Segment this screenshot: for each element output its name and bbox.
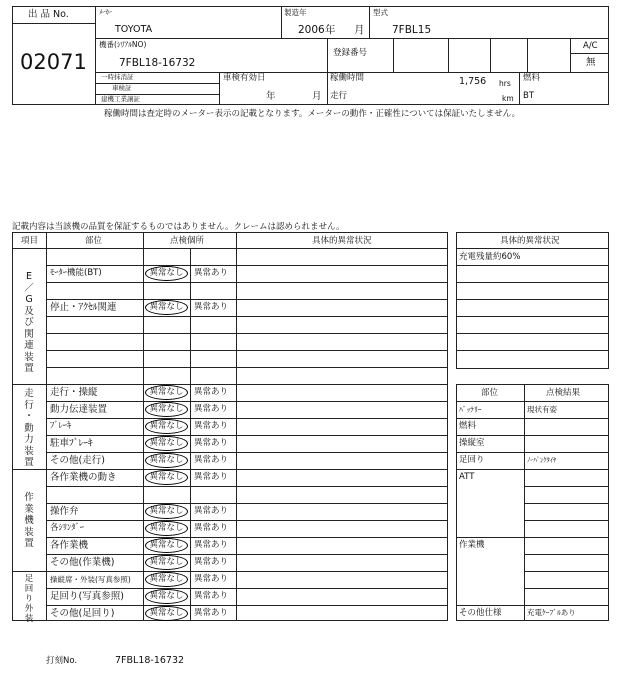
check-none-circled[interactable]: 異常なし — [145, 436, 188, 451]
part-stop-accel: 停止・ｱｸｾﾙ関連 — [50, 302, 117, 313]
part-undercarriage: 足回り(写真参照) — [50, 591, 124, 602]
part-motor: ﾓｰﾀｰ機能(BT) — [50, 268, 102, 278]
ac-label: A/C — [583, 41, 598, 51]
col-detail-header: 具体的異常状況 — [312, 236, 372, 246]
check-abnormal[interactable]: 異常あり — [194, 268, 229, 278]
hours-unit: hrs — [499, 79, 511, 88]
hours-label: 稼働時間 — [330, 73, 365, 83]
part-other-undercarriage: その他(足回り) — [50, 608, 115, 619]
result-fuel-label: 燃料 — [459, 421, 477, 431]
check-abnormal[interactable]: 異常あり — [194, 472, 229, 482]
check-abnormal[interactable]: 異常あり — [194, 557, 229, 567]
result-battery-value: 現状有姿 — [527, 405, 557, 414]
part-driving: 走行・操縦 — [50, 387, 98, 398]
result-undercarriage-value: ﾉｰﾊﾟﾝｸﾀｲﾔ — [527, 456, 557, 464]
check-abnormal[interactable]: 異常あり — [194, 438, 229, 448]
fuel-value: BT — [523, 91, 535, 101]
month-unit: 月 — [354, 24, 365, 36]
part-power-train: 動力伝達装置 — [50, 404, 108, 415]
year-label: 製造年 — [284, 8, 307, 17]
maker-label: ﾒｰｶｰ — [99, 8, 112, 16]
check-abnormal[interactable]: 異常あり — [194, 523, 229, 533]
check-abnormal[interactable]: 異常あり — [194, 608, 229, 618]
col-item-header: 項目 — [21, 236, 39, 246]
stamp-label: 打刻No. — [46, 656, 78, 666]
part-work-motion: 各作業機の動き — [50, 472, 117, 483]
check-abnormal[interactable]: 異常あり — [194, 387, 229, 397]
check-none-circled[interactable]: 異常なし — [145, 589, 188, 604]
group-workunit-label: 作 業 機 装 置 — [24, 492, 34, 549]
permit-inspection-label: 車検証 — [112, 84, 132, 92]
check-none-circled[interactable]: 異常なし — [145, 504, 188, 519]
check-abnormal[interactable]: 異常あり — [194, 404, 229, 414]
result-col-part: 部位 — [481, 388, 499, 398]
part-control-valve: 操作弁 — [50, 506, 79, 517]
serial-label: 機番(ｼﾘｱﾙNO) — [99, 40, 147, 49]
year-unit: 年 — [325, 24, 336, 36]
run-label: 走行 — [330, 91, 348, 101]
run-unit: km — [502, 94, 514, 103]
check-none-circled[interactable]: 異常なし — [145, 385, 188, 400]
part-other-work: その他(作業機) — [50, 557, 115, 568]
model-label: 型式 — [373, 8, 388, 17]
listing-no-label: 出 品 No. — [28, 9, 69, 20]
permit-temporary-label: 一時抹消証 — [101, 73, 134, 81]
listing-number: 02071 — [20, 50, 87, 74]
battery-charge-note: 充電残量約60% — [459, 252, 521, 262]
group-engine-label: E ／ G 及 び 関 連 装 置 — [24, 271, 34, 374]
part-cylinders: 各ｼﾘﾝﾀﾞｰ — [50, 523, 85, 533]
check-abnormal[interactable]: 異常あり — [194, 506, 229, 516]
col-check-header: 点検個所 — [170, 236, 205, 246]
col-part-header: 部位 — [85, 236, 103, 246]
result-att-label: ATT — [459, 472, 475, 482]
result-other-spec-label: その他仕様 — [459, 608, 502, 618]
check-abnormal[interactable]: 異常あり — [194, 574, 229, 584]
registration-label: 登録番号 — [333, 48, 368, 58]
maker-value: TOYOTA — [115, 24, 153, 35]
part-parking-brake: 駐車ﾌﾞﾚｰｷ — [50, 438, 93, 449]
check-abnormal[interactable]: 異常あり — [194, 455, 229, 465]
hours-note: 稼働時間は査定時のメーター表示の記載となります。メーターの動作・正確性については保証いたしません。 — [104, 109, 521, 119]
inspection-year-unit: 年 — [266, 91, 276, 102]
hours-value: 1,756 — [459, 76, 487, 87]
check-none-circled[interactable]: 異常なし — [145, 300, 188, 315]
part-work-machine: 各作業機 — [50, 540, 89, 551]
ac-value: 無 — [586, 57, 596, 68]
result-col-result: 点検結果 — [546, 388, 581, 398]
part-other-travel: その他(走行) — [50, 455, 105, 466]
group-travel-label: 走 行 ・ 動 力 装 置 — [24, 388, 34, 468]
part-cabin-exterior: 操縦席・外装(写真参照) — [50, 575, 131, 584]
stamp-value: 7FBL18-16732 — [115, 655, 185, 666]
group-exterior-label: 足 回 り 外 装 — [24, 574, 34, 624]
check-abnormal[interactable]: 異常あり — [194, 591, 229, 601]
inspection-month-unit: 月 — [312, 91, 322, 102]
detail-notes-title: 具体的異常状況 — [500, 236, 560, 246]
check-none-circled[interactable]: 異常なし — [145, 572, 188, 587]
result-cabin-label: 操縦室 — [459, 438, 485, 448]
check-none-circled[interactable]: 異常なし — [145, 538, 188, 553]
result-battery-label: ﾊﾞｯﾃﾘｰ — [459, 405, 482, 414]
serial-value: 7FBL18-16732 — [119, 57, 196, 69]
model-value: 7FBL15 — [392, 24, 432, 36]
part-brake: ﾌﾞﾚｰｷ — [50, 421, 72, 431]
permit-construction-label: 建機工業譲証 — [101, 95, 140, 103]
result-undercarriage-label: 足回り — [459, 455, 485, 465]
check-none-circled[interactable]: 異常なし — [145, 419, 188, 434]
result-work-label: 作業機 — [459, 540, 485, 550]
check-abnormal[interactable]: 異常あり — [194, 302, 229, 312]
check-none-circled[interactable]: 異常なし — [145, 402, 188, 417]
inspection-valid-label: 車検有効日 — [223, 73, 266, 83]
disclaimer: 記載内容は当該機の品質を保証するものではありません。クレームは認められません。 — [12, 222, 345, 232]
check-none-circled[interactable]: 異常なし — [145, 266, 188, 281]
check-abnormal[interactable]: 異常あり — [194, 421, 229, 431]
check-abnormal[interactable]: 異常あり — [194, 540, 229, 550]
check-none-circled[interactable]: 異常なし — [145, 555, 188, 570]
check-none-circled[interactable]: 異常なし — [145, 521, 188, 536]
year-value: 2006 — [298, 24, 325, 36]
check-none-circled[interactable]: 異常なし — [145, 606, 188, 621]
check-none-circled[interactable]: 異常なし — [145, 470, 188, 485]
fuel-label: 燃料 — [523, 73, 541, 83]
result-other-spec-value: 充電ｹｰﾌﾞﾙあり — [527, 608, 576, 617]
check-none-circled[interactable]: 異常なし — [145, 453, 188, 468]
